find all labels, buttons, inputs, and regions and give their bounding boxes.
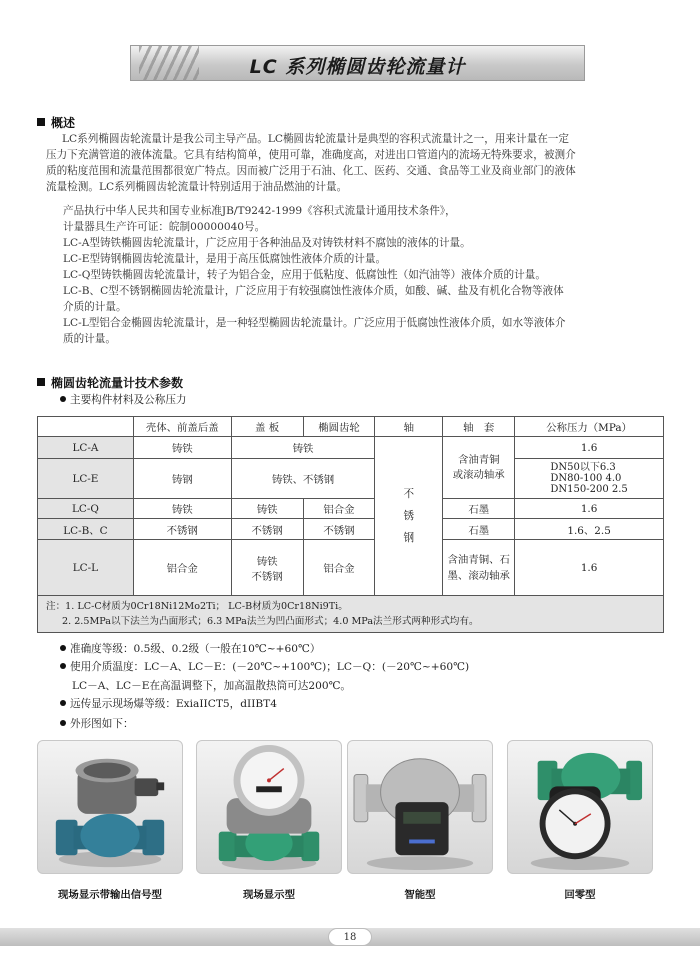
table-cell: 不锈钢: [303, 519, 375, 540]
table-header-row: [38, 417, 664, 437]
flowmeter-dial-icon: [196, 740, 342, 874]
table-header-cell: 轴: [375, 417, 443, 437]
table-cell: 铸铁: [133, 499, 231, 519]
dot-bullet-icon: [60, 396, 66, 402]
table-header-cell: 椭圆齿轮: [303, 417, 375, 437]
pressure-cell: DN50以下6.3 DN80-100 4.0 DN150-200 2.5: [515, 459, 664, 499]
model-cell: LC-E: [38, 459, 134, 499]
dot-bullet-icon: [60, 700, 66, 706]
accuracy-spec: 准确度等级：0.5级、0.2级（一般在10℃~+60℃）: [60, 641, 320, 656]
params-table: [37, 416, 664, 633]
overview-details: [63, 203, 653, 347]
table-header-cell: 轴 套: [443, 417, 515, 437]
table-cell: 铸铁: [231, 499, 303, 519]
flowmeter-smart-icon: [347, 740, 493, 874]
params-heading: 椭圆齿轮流量计技术参数: [37, 374, 183, 391]
explosion-spec: 远传显示现场爆等级：ExiaIICT5，dIIBT4: [60, 696, 277, 711]
overview-heading: 概述: [37, 114, 75, 131]
detail-line: LC-E型铸钢椭圆齿轮流量计，是用于高压低腐蚀性液体介质的计量。: [63, 253, 387, 265]
page-title: LC 系列椭圆齿轮流量计: [249, 56, 466, 78]
table-cell: 不锈钢: [133, 519, 231, 540]
table-cell: 铸铁: [133, 437, 231, 459]
detail-line: LC-A型铸铁椭圆齿轮流量计，广泛应用于各种油品及对铸铁材料不腐蚀的液体的计量。: [63, 237, 471, 249]
table-row: [38, 437, 664, 459]
table-note: 注：1. LC-C材质为0Cr18Ni12Mo2Ti； LC-B材质为0Cr18Ni9Ti。 2. 2.5MPa以下法兰为凸面形式；6.3 MPa法兰为凹凸面形式；4.0 MPa法兰形式两种形式均有。: [38, 596, 664, 633]
table-cell: 铸铁、不锈钢: [231, 459, 375, 499]
table-row: [38, 459, 664, 499]
page-number: 18: [328, 928, 372, 946]
table-cell: 含油青铜、石 墨、滚动轴承: [443, 540, 515, 596]
table-header-cell: 公称压力（MPa）: [515, 417, 664, 437]
intro-line: LC系列椭圆齿轮流量计是我公司主导产品。LC椭圆齿轮流量计是典型的容积式流量计之一，用来计量在一定: [62, 133, 569, 145]
table-cell: 1.6: [515, 540, 664, 596]
dot-bullet-icon: [60, 663, 66, 669]
table-cell: 石墨: [443, 499, 515, 519]
square-bullet-icon: [37, 378, 45, 386]
detail-line: LC-L型铝合金椭圆齿轮流量计，是一种轻型椭圆齿轮流量计。广泛应用于低腐蚀性液体介质，如水等液体介: [63, 317, 566, 329]
materials-subheading: 主要构件材料及公称压力: [60, 392, 187, 407]
model-cell: LC-Q: [38, 499, 134, 519]
detail-line: 介质的计量。: [63, 301, 127, 313]
table-header-cell: 壳体、前盖后盖: [133, 417, 231, 437]
detail-line: LC-B、C型不锈钢椭圆齿轮流量计，广泛应用于有较强腐蚀性液体介质，如酸、碱、盐及有机化合物等液体: [63, 285, 564, 297]
model-cell: LC-L: [38, 540, 134, 596]
photo-caption: 回零型: [564, 889, 596, 901]
dot-bullet-icon: [60, 720, 66, 726]
model-cell: LC-B、C: [38, 519, 134, 540]
header-banner: [130, 45, 585, 81]
table-header-cell: [38, 417, 134, 437]
photo-caption: 智能型: [404, 889, 436, 901]
intro-line: 质的粘度范围和流量范围都很宽广特点。因而被广泛用于石油、化工、医药、交通、食品等工业及商业部门的液体: [46, 165, 576, 177]
table-cell: 铸钢: [133, 459, 231, 499]
detail-line: LC-Q型铸铁椭圆齿轮流量计，转子为铝合金，应用于低粘度、低腐蚀性（如汽油等）液体介质的计量。: [63, 269, 546, 281]
detail-line: 产品执行中华人民共和国专业标准JB/T9242-1999《容积式流量计通用技术条件》，: [63, 205, 456, 217]
table-cell: 石墨: [443, 519, 515, 540]
table-row: [38, 519, 664, 540]
table-cell: 含油青铜 或滚动轴承: [443, 437, 515, 499]
flowmeter-output-icon: [37, 740, 183, 874]
photo-caption: 现场显示型: [243, 889, 295, 901]
table-note-row: [38, 596, 664, 633]
shaft-cell: 不 锈 钢: [375, 437, 443, 596]
table-header-cell: 盖 板: [231, 417, 303, 437]
table-cell: 不锈钢: [231, 519, 303, 540]
table-cell: 铝合金: [303, 499, 375, 519]
intro-line: 压力下充满管道的液体流量。它具有结构简单，使用可靠，准确度高，对进出口管道内的流场无特殊要求，被测介: [46, 149, 576, 161]
detail-line: 质的计量。: [63, 333, 116, 345]
table-cell: 铸铁: [231, 437, 375, 459]
model-cell: LC-A: [38, 437, 134, 459]
intro-line: 流量检测。LC系列椭圆齿轮流量计特别适用于油品燃油的计量。: [46, 181, 348, 193]
dot-bullet-icon: [60, 645, 66, 651]
detail-line: 计量器具生产许可证：皖制00000040号。: [63, 221, 266, 233]
photo-caption: 现场显示带输出信号型: [58, 889, 162, 901]
table-row: [38, 499, 664, 519]
flowmeter-reset-icon: [507, 740, 653, 874]
table-cell: 铝合金: [133, 540, 231, 596]
temperature-note: LC－A、LC－E在高温调整下，加高温散热筒可达200℃。: [72, 680, 352, 692]
table-cell: 铝合金: [303, 540, 375, 596]
table-cell: 铸铁 不锈钢: [231, 540, 303, 596]
table-cell: 1.6、2.5: [515, 519, 664, 540]
shape-heading: 外形图如下：: [60, 716, 134, 731]
square-bullet-icon: [37, 118, 45, 126]
temperature-spec: 使用介质温度：LC－A、LC－E：(－20℃~+100℃)；LC－Q：(－20℃~+60℃): [60, 659, 469, 674]
table-row: [38, 540, 664, 596]
overview-intro: [46, 131, 654, 195]
table-cell: 1.6: [515, 499, 664, 519]
table-cell: 1.6: [515, 437, 664, 459]
